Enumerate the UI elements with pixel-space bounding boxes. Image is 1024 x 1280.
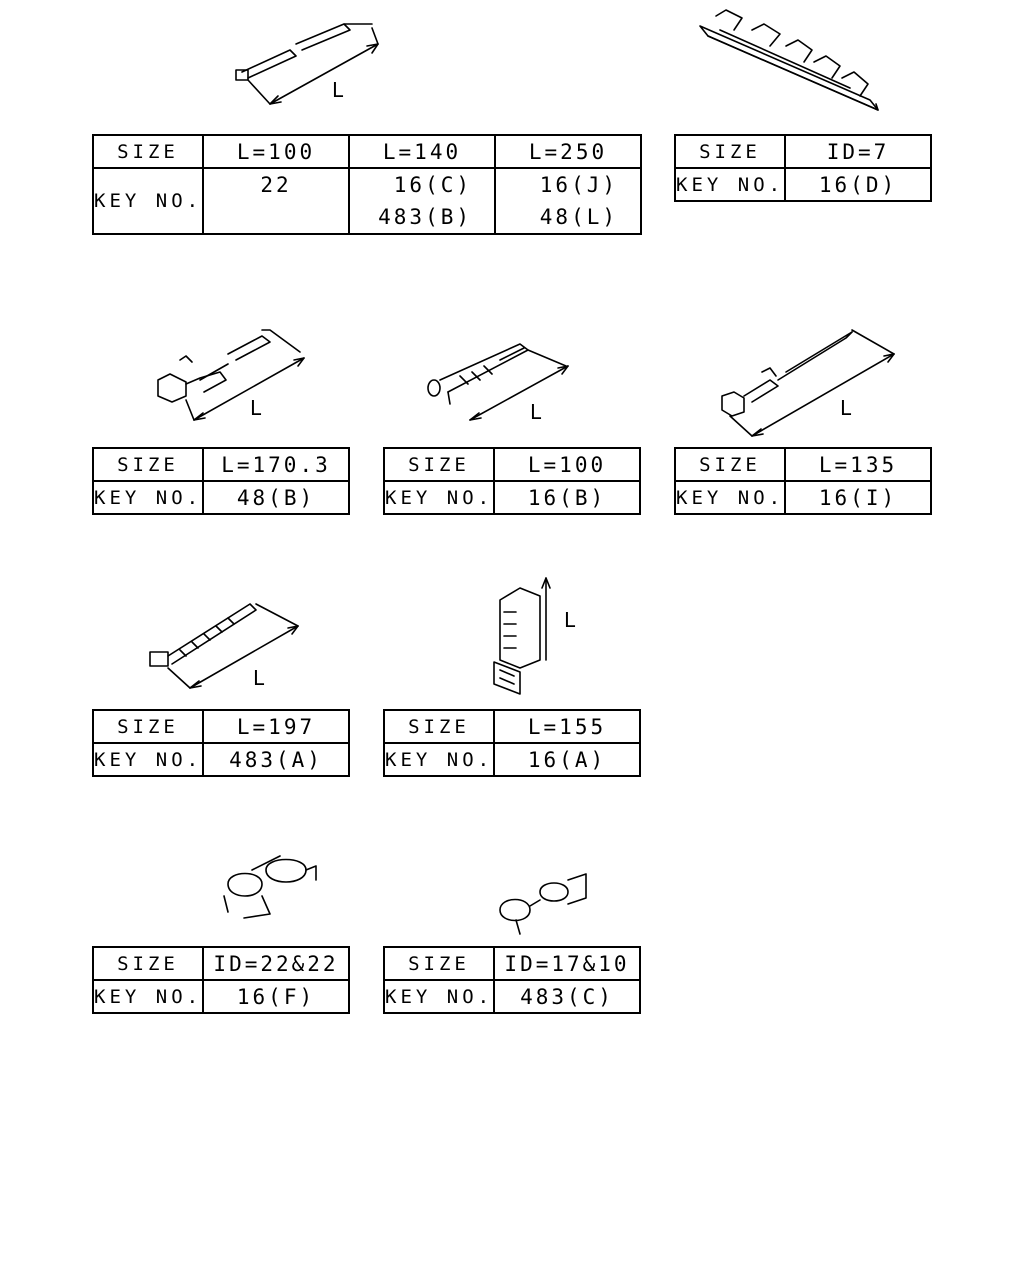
size-value: L=155 (494, 710, 640, 743)
key-value: 22 (260, 173, 292, 197)
double-clip-drawing-1 (224, 856, 316, 918)
cable-tie-drawing-5 (722, 330, 894, 436)
size-value: L=250 (495, 135, 641, 168)
spec-table-9 (383, 946, 641, 1014)
spec-table-2 (674, 134, 932, 202)
size-label: SIZE (384, 947, 494, 980)
spec-table-5 (674, 447, 932, 515)
size-label: SIZE (93, 947, 203, 980)
size-label: SIZE (93, 710, 203, 743)
dim-label-5: L (840, 396, 852, 420)
key-no-label: KEY NO. (93, 481, 203, 514)
size-value: L=100 (203, 135, 349, 168)
key-value-cell (495, 168, 641, 234)
dim-label-3: L (250, 396, 262, 420)
cable-tie-drawing-4 (428, 344, 568, 424)
vertical-clip-drawing (494, 578, 550, 694)
double-clip-drawing-2 (500, 874, 586, 934)
dim-label-4: L (530, 400, 542, 424)
size-label: SIZE (384, 448, 494, 481)
key-no-label: KEY NO. (675, 168, 785, 201)
key-value: 16(C) (393, 173, 472, 197)
key-value: 16(D) (785, 168, 931, 201)
key-no-label: KEY NO. (93, 743, 203, 776)
size-value: L=197 (203, 710, 349, 743)
size-label: SIZE (675, 135, 785, 168)
key-value: 16(F) (203, 980, 349, 1013)
spec-table-8 (92, 946, 350, 1014)
key-value: 483(A) (203, 743, 349, 776)
key-no-label: KEY NO. (384, 481, 494, 514)
spec-table-6 (92, 709, 350, 777)
size-value: L=170.3 (203, 448, 349, 481)
size-value: ID=22&22 (203, 947, 349, 980)
size-label: SIZE (93, 135, 203, 168)
size-value: L=135 (785, 448, 931, 481)
key-no-label: KEY NO. (93, 168, 203, 234)
key-value: 16(A) (494, 743, 640, 776)
size-value: ID=17&10 (494, 947, 640, 980)
key-no-label: KEY NO. (675, 481, 785, 514)
key-value: 48(L) (539, 205, 618, 229)
key-value-cell (349, 168, 495, 234)
spec-table-4 (383, 447, 641, 515)
key-value: 16(B) (494, 481, 640, 514)
size-label: SIZE (675, 448, 785, 481)
cable-tie-drawing-3 (158, 330, 304, 420)
key-value: 483(B) (378, 205, 472, 229)
key-no-label: KEY NO. (93, 980, 203, 1013)
size-label: SIZE (384, 710, 494, 743)
key-value-cell (203, 168, 349, 234)
key-value: 16(J) (539, 173, 618, 197)
size-value: L=100 (494, 448, 640, 481)
key-no-label: KEY NO. (384, 980, 494, 1013)
cable-tie-drawing-1 (236, 24, 378, 104)
size-label: SIZE (93, 448, 203, 481)
key-value: 16(I) (785, 481, 931, 514)
spec-table-3 (92, 447, 350, 515)
key-no-label: KEY NO. (384, 743, 494, 776)
size-value: ID=7 (785, 135, 931, 168)
dim-label-1: L (332, 78, 344, 102)
clip-strip-drawing (700, 10, 878, 110)
dim-label-7: L (564, 608, 576, 632)
key-value: 48(B) (203, 481, 349, 514)
spec-table-1 (92, 134, 642, 235)
spec-table-7 (383, 709, 641, 777)
dim-label-6: L (253, 666, 265, 690)
size-value: L=140 (349, 135, 495, 168)
key-value: 483(C) (494, 980, 640, 1013)
cable-tie-drawing-6 (150, 604, 298, 688)
